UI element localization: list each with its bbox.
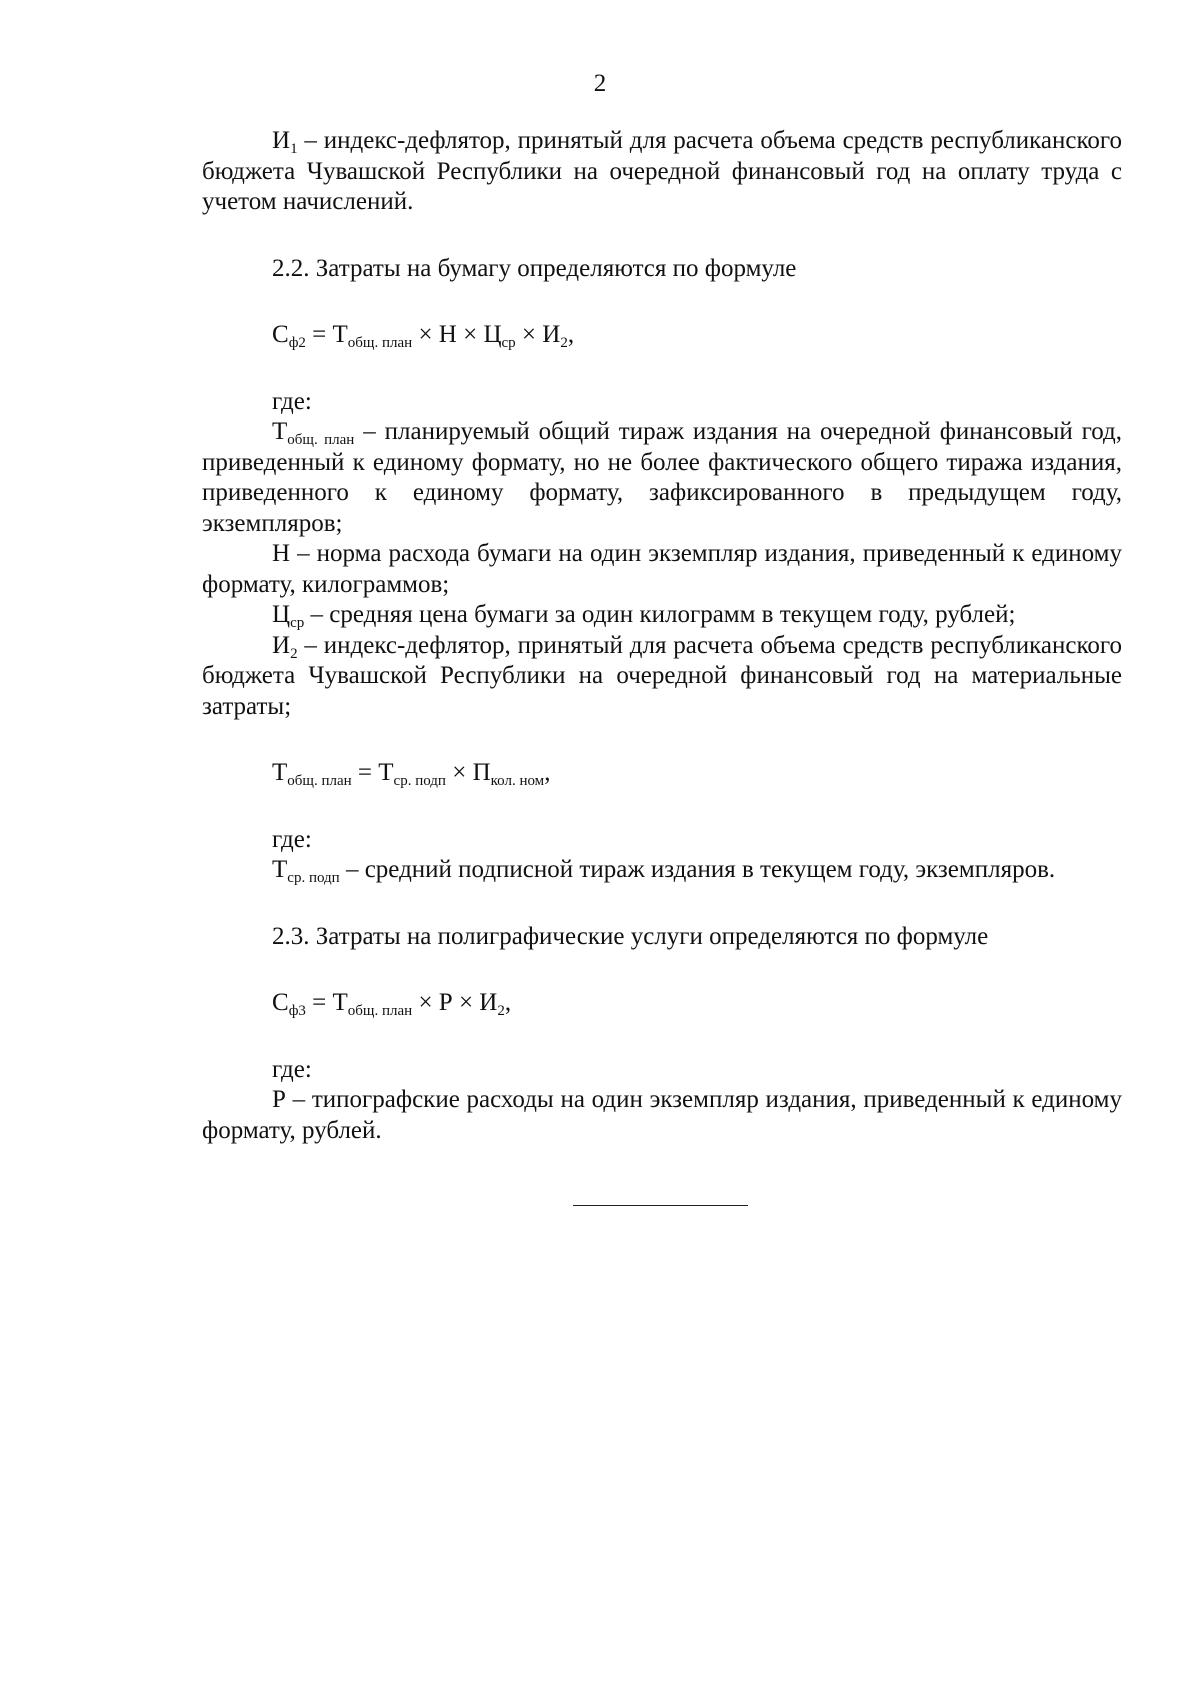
formula-subscript: 2 (560, 335, 568, 351)
definition-index-deflator-2 (202, 631, 1122, 723)
subscript: 1 (290, 141, 298, 157)
formula-symbol: С (272, 321, 289, 348)
where-label: где: (272, 825, 312, 853)
formula-subscript: ср. подп (393, 773, 446, 789)
formula-part: × И (515, 321, 561, 348)
symbol: Т (272, 418, 288, 445)
formula-part: × П (445, 759, 491, 786)
formula-symbol: С (272, 989, 289, 1016)
paragraph-index-deflator-1 (202, 126, 1122, 218)
formula-part: = Т (351, 759, 394, 786)
definition-text: – средний подписной тираж издания в текущем году, экземпляров. (339, 856, 1056, 883)
section-2-2-heading: 2.2. Затраты на бумагу определяются по формуле (272, 254, 797, 282)
definition-text: – средняя цена бумаги за один килограмм в текущем году, рублей; (304, 601, 1016, 628)
formula-subscript: 2 (497, 1003, 505, 1019)
definition-total-circulation (202, 417, 1122, 539)
formula-part: × Р × И (412, 989, 498, 1016)
end-divider-line (573, 1205, 748, 1206)
formula-subscript: кол. ном (490, 773, 545, 789)
definition-text: – индекс-дефлятор, принятый для расчета объема средств республиканского бюджета Чувашской Республики на очередной финансовый год на материальные затраты; (202, 631, 1122, 720)
subscript: ср (290, 615, 305, 631)
subscript: 2 (290, 645, 298, 662)
symbol: Т (272, 856, 288, 883)
symbol: И (272, 631, 291, 659)
definition-subscription-circulation (202, 855, 1122, 886)
formula-paper-cost (202, 320, 1122, 351)
formula-part: × Н × Ц (412, 321, 502, 348)
formula-subscript: ф3 (288, 1003, 306, 1019)
formula-subscript: общ. план (347, 335, 413, 351)
formula-symbol: Т (272, 759, 288, 786)
formula-subscript: общ. план (347, 1003, 413, 1019)
where-label: где: (272, 1055, 312, 1083)
formula-total-circulation (202, 758, 1122, 789)
paragraph-text: – индекс-дефлятор, принятый для расчета объема средств республиканского бюджета Чувашской Республики на очередной финансовый год на оплату труда с учетом начислений. (202, 127, 1122, 215)
document-body (202, 126, 1122, 1146)
formula-part: , (567, 321, 575, 348)
formula-part: = Т (305, 321, 348, 348)
formula-subscript: общ. план (287, 773, 352, 789)
definition-paper-norm: Н – норма расхода бумаги на один экземпляр издания, приведенный к единому формату, килограммов; (202, 540, 1122, 598)
where-label: где: (272, 387, 312, 415)
subscript: общ. план (287, 432, 355, 448)
formula-part: , (544, 759, 551, 786)
formula-subscript: ф2 (288, 335, 306, 351)
symbol: Ц (272, 601, 291, 628)
page-number: 2 (593, 70, 607, 97)
definition-average-price (202, 600, 1122, 631)
definition-printing-expenses: Р – типографские расходы на один экземпляр издания, приведенный к единому формату, рублей. (202, 1086, 1122, 1144)
formula-printing-cost (202, 988, 1122, 1019)
section-2-3-heading: 2.3. Затраты на полиграфические услуги определяются по формуле (272, 922, 989, 950)
formula-part: = Т (305, 989, 348, 1016)
symbol: И (272, 127, 291, 154)
formula-part: , (504, 989, 512, 1016)
subscript: ср. подп (287, 870, 340, 886)
formula-subscript: ср (501, 335, 516, 351)
definition-text: – планируемый общий тираж издания на очередной финансовый год, приведенный к единому формату, но не более фактического общего тиража издания, приведенного к единому формату, зафиксированного в предыдущем году, экземпляров; (202, 418, 1122, 537)
